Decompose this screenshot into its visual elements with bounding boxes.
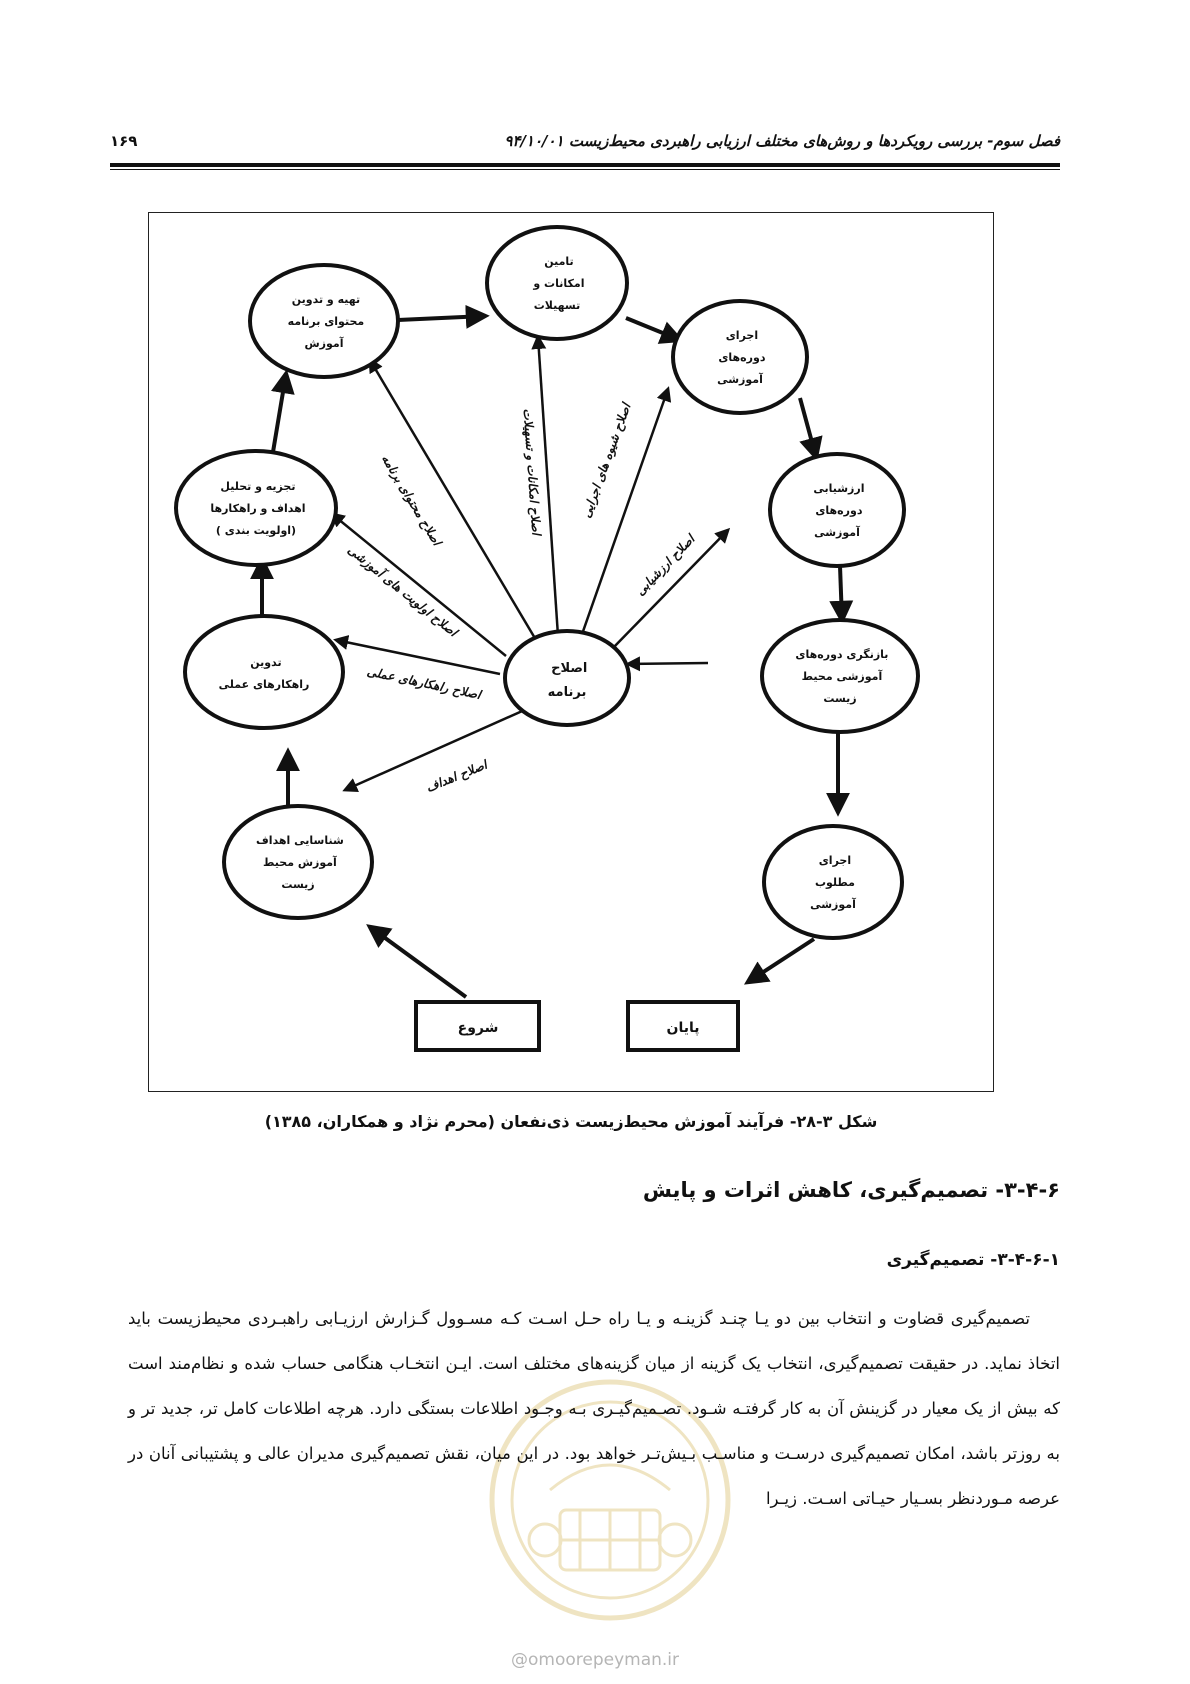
label-desired-execution xyxy=(810,854,856,911)
node-label-line: راهکارهای عملی xyxy=(218,678,310,691)
page-header xyxy=(110,118,1060,168)
section-heading: ۳-۴-۶- تصمیم‌گیری، کاهش اثرات و پایش xyxy=(642,1178,1060,1202)
node-label-line: آموزش xyxy=(304,337,344,350)
page-number: ۱۶۹ xyxy=(110,132,138,150)
node-program-revision xyxy=(505,631,629,725)
label-analysis xyxy=(207,480,306,537)
node-label-line: اجرای xyxy=(818,854,852,867)
header-rule-thin xyxy=(110,169,1060,170)
node-label-line: زیست xyxy=(281,878,315,891)
process-diagram xyxy=(148,212,994,1092)
edge-label-goals: اصلاح اهداف xyxy=(424,757,489,795)
cycle-arrow-start-to-goals xyxy=(370,927,466,997)
subsection-heading: ۳-۴-۶-۱- تصمیم‌گیری xyxy=(886,1250,1060,1270)
node-label-line: آموزش محیط xyxy=(263,856,337,869)
node-label-line: امکانات و xyxy=(533,277,585,290)
node-label-line: دوره‌های xyxy=(718,351,766,364)
cycle-arrow-analysis-to-content xyxy=(273,374,286,452)
paragraph-text: تصمیم‌گیری قضاوت و انتخاب بین دو یـا چنـد گزینـه و یـا راه حـل اسـت کـه مسـوول گـزارش ارزیـابی راهبـردی محیط‌زیست باید اتخاذ نماید. در حقیقت تصمیم‌گیری، انتخاب یک گزینه از میان گزینه‌های مختلف است. ایـن انتخـاب هنگامی حساب شده و نظام‌مند است که بیش از یک معیار در گزینش آن به کار گرفتـه شـود. تصـمیم‌گیـری بـه وجـود اطلاعات بستگی دارد. هرچه اطلاعات کامل تر، جدید تر و به روزتر باشد، امکان تصمیم‌گیری درسـت و مناسـب بـیش‌تـر خواهد بود. در این میان، نقش تصمیم‌گیری مدیران عالی و پشتیبانی آنان در عرصه مـوردنظر بسـیار حیـاتی اسـت. زیـرا xyxy=(128,1309,1060,1508)
header-rule xyxy=(110,163,1060,167)
node-label-line: تامین xyxy=(544,255,574,268)
node-label-line: اجرای xyxy=(725,329,759,342)
node-label-line: اصلاح xyxy=(551,661,588,676)
body-paragraph xyxy=(128,1296,1060,1521)
cycle-arrow-facilities-to-run xyxy=(626,318,680,340)
watermark-site: @omoorepeyman.ir xyxy=(510,1650,680,1670)
edge-label-content: اصلاح محتوای برنامه xyxy=(378,452,445,548)
node-label-line: تسهیلات xyxy=(533,299,581,312)
cycle-arrow-run-to-evaluate xyxy=(800,398,816,457)
node-strategies xyxy=(185,616,343,728)
node-label-line: تهیه و تدوین xyxy=(291,293,361,306)
end-label: پایان xyxy=(666,1020,700,1036)
node-label-line: تجزیه و تحلیل xyxy=(220,480,296,493)
edge-label-strategies: اصلاح راهکارهای عملی xyxy=(365,664,482,702)
edge-label-methods: اصلاح شیوه های اجرایی xyxy=(579,401,634,520)
edge-label-facilities: اصلاح امکانات و تسهیلات xyxy=(520,408,544,536)
cycle-arrow-evaluate-to-review xyxy=(840,566,842,620)
revision-arrow-from-review xyxy=(628,663,708,664)
node-label-line: آموزشی xyxy=(810,898,856,911)
revision-arrow-priorities xyxy=(332,514,506,656)
figure-caption: شکل ۳-۲۸- فرآیند آموزش محیط‌زیست ذی‌نفعان (محرم نژاد و همکاران، ۱۳۸۵) xyxy=(264,1112,878,1131)
node-label-line: بازنگری دوره‌های xyxy=(795,648,889,661)
start-label: شروع xyxy=(457,1020,499,1036)
node-label-line: محتوای برنامه xyxy=(287,315,365,328)
node-label-line: شناسایی اهداف xyxy=(256,834,344,847)
revision-arrow-content xyxy=(370,360,536,640)
node-label-line: تدوین xyxy=(250,656,282,669)
cycle-arrow-desired-to-end xyxy=(748,939,814,982)
node-label-line: مطلوب xyxy=(814,876,855,889)
node-label-line: ارزشیابی xyxy=(813,482,865,495)
chapter-title: فصل سوم- بررسی رویکردها و روش‌های مختلف ارزیابی راهبردی محیط‌زیست ۹۴/۱۰/۰۱ xyxy=(504,132,1060,150)
edge-label-evaluation: اصلاح ارزشیابی xyxy=(632,532,698,599)
node-label-line: آموزشی محیط xyxy=(801,670,883,683)
revision-arrow-strategies xyxy=(336,640,500,674)
node-label-line: آموزشی xyxy=(717,373,763,386)
node-label-line: زیست xyxy=(823,692,857,705)
node-label-line: برنامه xyxy=(547,685,587,700)
node-label-line: (اولویت بندی ) xyxy=(215,524,297,537)
label-evaluate-courses xyxy=(810,482,865,539)
edge-label-priorities: اصلاح اولویت های آموزشی xyxy=(345,542,460,640)
node-label-line: آموزشی xyxy=(814,526,860,539)
revision-arrow-evaluation xyxy=(612,530,728,649)
node-label-line: اهداف و راهکارها xyxy=(210,502,306,515)
cycle-arrow-content-to-facilities xyxy=(398,316,485,320)
node-label-line: دوره‌های xyxy=(815,504,863,517)
